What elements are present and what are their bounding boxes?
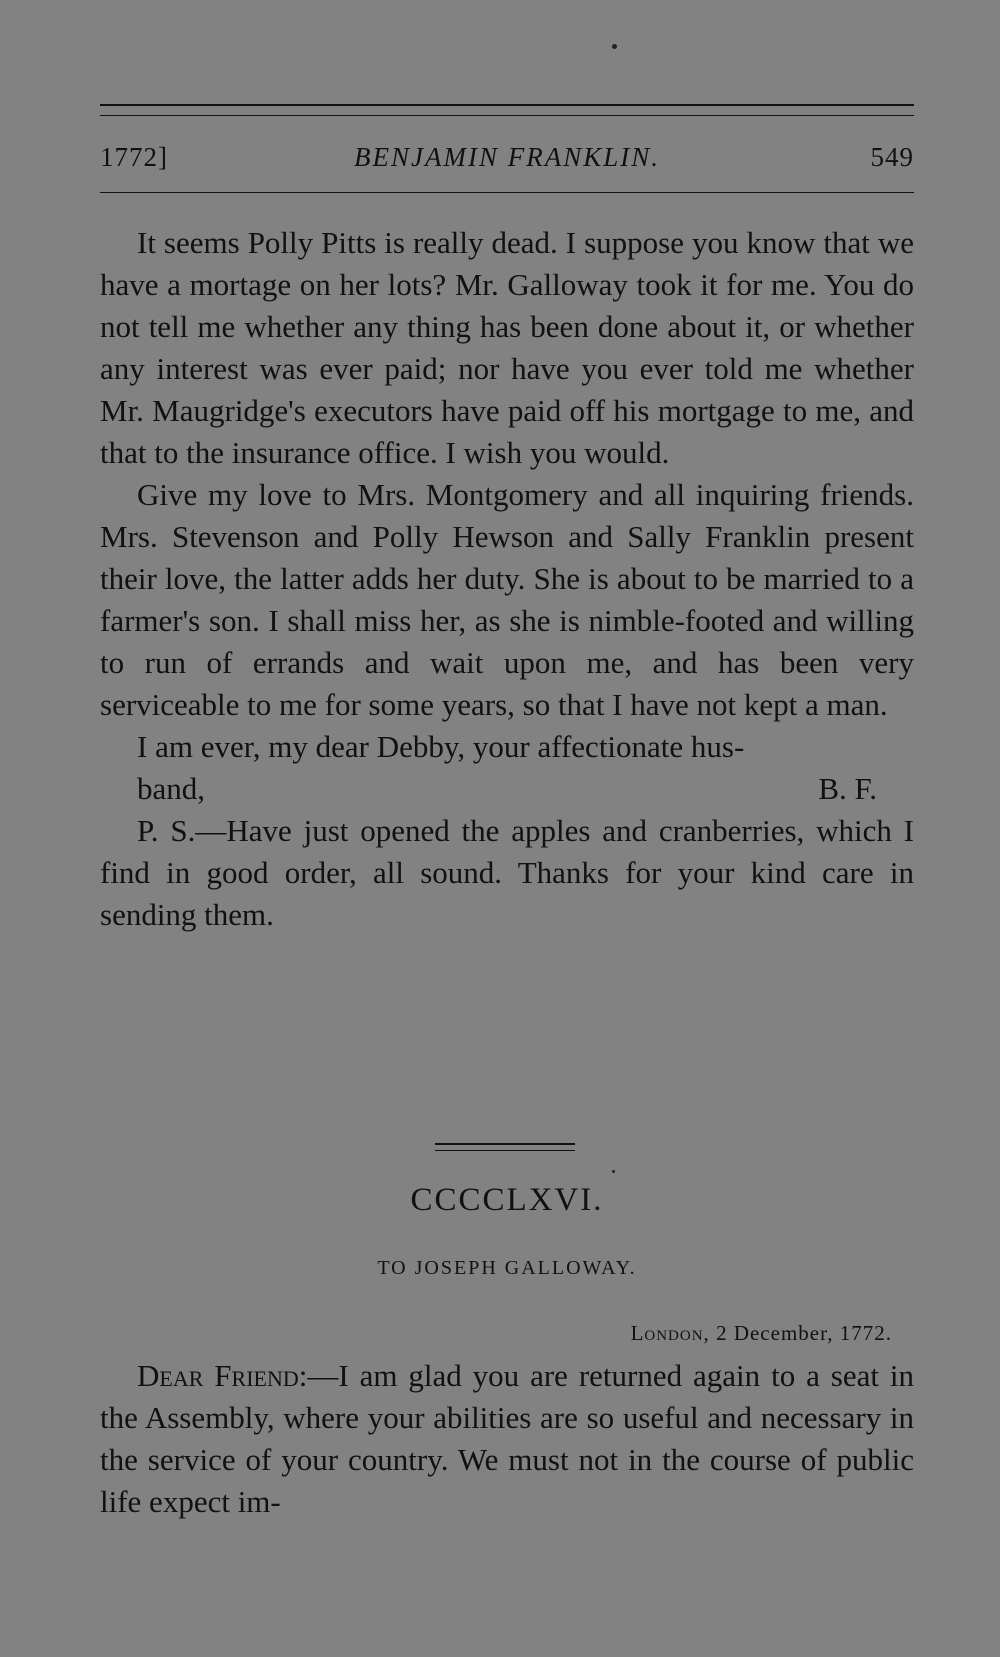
ink-speck xyxy=(612,1170,615,1173)
header-year: 1772] xyxy=(100,142,168,172)
header-rule-top xyxy=(100,104,914,106)
dateline-date: 2 December, 1772. xyxy=(716,1321,892,1345)
section-divider xyxy=(435,1143,575,1145)
signature: B. F. xyxy=(818,771,877,806)
page-number: 549 xyxy=(870,142,914,172)
dateline xyxy=(631,1321,892,1346)
salutation: Dear Friend xyxy=(137,1358,299,1393)
letter-text: :—I am glad you are returned again to a seat in the Assembly, where your abilities are so useful and necessary in the service of your country. We must not in the course of public life expect im- xyxy=(100,1358,914,1519)
letter-body xyxy=(100,1355,914,1523)
closing-text: band, xyxy=(137,771,206,806)
letter-recipient: TO JOSEPH GALLOWAY. xyxy=(377,1257,637,1279)
closing-line xyxy=(100,768,914,810)
header-rule-top-thin xyxy=(100,115,914,116)
paragraph: It seems Polly Pitts is really dead. I suppose you know that we have a mortage on her lots? Mr. Galloway took it for me. You do not tell me whether any thing has been done about it, or whether any interest was ever paid; nor have you ever told me whether Mr. Maugridge's executors have paid off his mortgage to me, and that to the insurance office. I wish you would. xyxy=(100,225,914,470)
header-title: BENJAMIN FRANKLIN. xyxy=(354,142,660,172)
letter-number: CCCCLXVI. xyxy=(410,1182,604,1218)
paragraph: I am ever, my dear Debby, your affectionate hus- xyxy=(137,729,745,764)
dateline-place: London, xyxy=(630,1321,710,1345)
running-header xyxy=(100,142,914,182)
paragraph: Give my love to Mrs. Montgomery and all inquiring friends. Mrs. Stevenson and Polly Hewson and Sally Franklin present their love, the latter adds her duty. She is about to be married to a farmer's son. I shall miss her, as she is nimble-footed and willing to run of errands and wait upon me, and has been very serviceable to me for some years, so that I have not kept a man. xyxy=(100,477,914,722)
book-page xyxy=(100,0,914,1657)
postscript: P. S.—Have just opened the apples and cranberries, which I find in good order, all sound. Thanks for your kind care in sending them. xyxy=(100,813,914,932)
paragraph xyxy=(100,1355,914,1523)
header-rule-bottom xyxy=(100,192,914,193)
letter-continuation xyxy=(100,222,914,936)
section-divider-thin xyxy=(435,1150,575,1151)
ink-speck xyxy=(612,44,617,49)
